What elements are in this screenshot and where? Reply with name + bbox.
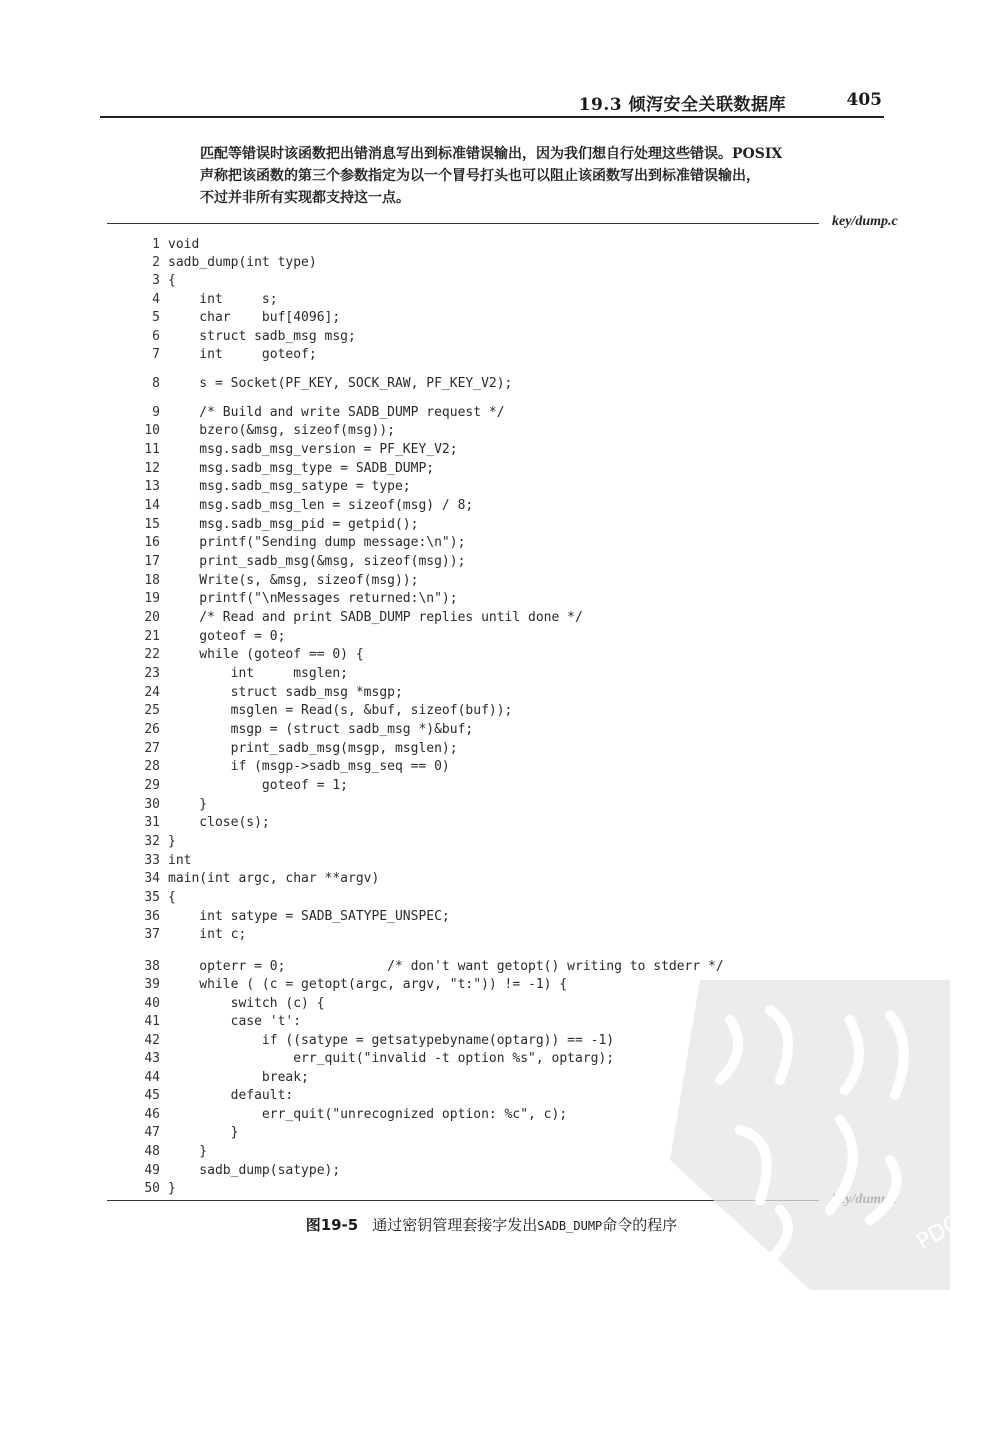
line-number: 27 [144, 741, 160, 756]
code-text: msg.sadb_msg_pid = getpid(); [168, 517, 419, 532]
code-line [128, 1125, 238, 1143]
code-text: if ((satype = getsatypebyname(optarg)) == -1) [168, 1033, 615, 1048]
code-text: /* Read and print SADB_DUMP replies until done */ [168, 610, 583, 625]
code-line [128, 292, 278, 310]
code-line [128, 977, 567, 995]
line-number: 34 [144, 871, 160, 886]
code-text: printf("\nMessages returned:\n"); [168, 591, 458, 606]
line-number: 8 [152, 376, 160, 391]
code-text: break; [168, 1070, 309, 1085]
code-line [128, 778, 348, 796]
intro-line: 声称把该函数的第三个参数指定为以一个冒号打头也可以阻止该函数写出到标准错误输出， [200, 168, 760, 184]
line-number: 20 [144, 610, 160, 625]
code-line [128, 927, 246, 945]
line-number: 37 [144, 927, 160, 942]
intro-paragraph [200, 143, 905, 209]
code-line [128, 1070, 309, 1088]
code-text: { [168, 273, 176, 288]
line-number: 12 [144, 461, 160, 476]
line-number: 36 [144, 909, 160, 924]
line-number: 41 [144, 1014, 160, 1029]
line-number: 13 [144, 479, 160, 494]
code-text: } [168, 1181, 176, 1196]
code-line [128, 647, 364, 665]
line-number: 5 [152, 310, 160, 325]
code-text: msglen = Read(s, &buf, sizeof(buf)); [168, 703, 513, 718]
line-number: 42 [144, 1033, 160, 1048]
code-line [128, 479, 411, 497]
caption-text-before: 通过密钥管理套接字发出 [372, 1216, 538, 1234]
code-text: int msglen; [168, 666, 349, 681]
code-line [128, 1144, 207, 1162]
line-number: 25 [144, 703, 160, 718]
code-line [128, 310, 340, 328]
line-number: 48 [144, 1144, 160, 1159]
code-line [128, 996, 325, 1014]
line-number: 15 [144, 517, 160, 532]
code-line [128, 685, 403, 703]
code-line [128, 461, 434, 479]
line-number: 46 [144, 1107, 160, 1122]
code-text: int s; [168, 292, 278, 307]
code-text: struct sadb_msg *msgp; [168, 685, 403, 700]
line-number: 31 [144, 815, 160, 830]
page-number: 405 [846, 90, 882, 110]
caption-text-after: 命令的程序 [602, 1216, 678, 1234]
line-number: 6 [152, 329, 160, 344]
code-text: err_quit("unrecognized option: %c", c); [168, 1107, 568, 1122]
code-text: msg.sadb_msg_len = sizeof(msg) / 8; [168, 498, 474, 513]
caption-code: SADB_DUMP [537, 1219, 603, 1233]
line-number: 26 [144, 722, 160, 737]
line-number: 45 [144, 1088, 160, 1103]
code-line [128, 722, 473, 740]
line-number: 29 [144, 778, 160, 793]
code-line [128, 423, 395, 441]
intro-line: 匹配等错误时该函数把出错消息写出到标准错误输出，因为我们想自行处理这些错误。POSIX [200, 146, 783, 162]
code-line [128, 376, 512, 394]
code-text: goteof = 1; [168, 778, 349, 793]
code-line [128, 959, 724, 977]
line-number: 49 [144, 1163, 160, 1178]
code-text: sadb_dump(int type) [168, 255, 317, 270]
code-text: } [168, 1125, 239, 1140]
line-number: 18 [144, 573, 160, 588]
code-line [128, 1014, 301, 1032]
code-line [128, 591, 458, 609]
line-number: 19 [144, 591, 160, 606]
code-text: msgp = (struct sadb_msg *)&buf; [168, 722, 474, 737]
line-number: 16 [144, 535, 160, 550]
code-line [128, 273, 176, 291]
code-line [128, 498, 473, 516]
code-line [128, 1088, 293, 1106]
line-number: 4 [152, 292, 160, 307]
code-text: msg.sadb_msg_satype = type; [168, 479, 411, 494]
code-text: sadb_dump(satype); [168, 1163, 341, 1178]
line-number: 22 [144, 647, 160, 662]
code-text: void [168, 237, 200, 252]
code-line [128, 255, 317, 273]
code-line [128, 1033, 614, 1051]
code-line [128, 517, 418, 535]
code-line [128, 554, 465, 572]
code-text: msg.sadb_msg_type = SADB_DUMP; [168, 461, 435, 476]
code-text: close(s); [168, 815, 270, 830]
code-line [128, 834, 176, 852]
code-line [128, 1181, 176, 1199]
code-text: Write(s, &msg, sizeof(msg)); [168, 573, 419, 588]
line-number: 32 [144, 834, 160, 849]
code-text: print_sadb_msg(msgp, msglen); [168, 741, 458, 756]
listing-top-rule [107, 223, 819, 224]
line-number: 2 [152, 255, 160, 270]
code-line [128, 1163, 340, 1181]
line-number: 14 [144, 498, 160, 513]
figure-number: 图19-5 [305, 1216, 359, 1234]
code-line [128, 347, 317, 365]
file-label-top: key/dump.c [832, 214, 898, 229]
line-number: 50 [144, 1181, 160, 1196]
code-line [128, 629, 285, 647]
code-text: int [168, 853, 192, 868]
code-line [128, 759, 450, 777]
code-line [128, 237, 199, 255]
code-line [128, 573, 418, 591]
code-text: int satype = SADB_SATYPE_UNSPEC; [168, 909, 450, 924]
code-line [128, 703, 512, 721]
code-text: if (msgp->sadb_msg_seq == 0) [168, 759, 450, 774]
line-number: 35 [144, 890, 160, 905]
code-text: } [168, 797, 208, 812]
line-number: 24 [144, 685, 160, 700]
line-number: 40 [144, 996, 160, 1011]
code-text: case 't': [168, 1014, 302, 1029]
code-text: print_sadb_msg(&msg, sizeof(msg)); [168, 554, 466, 569]
code-text: s = Socket(PF_KEY, SOCK_RAW, PF_KEY_V2); [168, 376, 513, 391]
line-number: 43 [144, 1051, 160, 1066]
line-number: 3 [152, 273, 160, 288]
running-header [100, 86, 884, 118]
code-text: int goteof; [168, 347, 317, 362]
code-text: switch (c) { [168, 996, 325, 1011]
code-line [128, 741, 458, 759]
line-number: 11 [144, 442, 160, 457]
code-text: while ( (c = getopt(argc, argv, "t:")) != -1) { [168, 977, 568, 992]
code-line [128, 666, 348, 684]
code-text: } [168, 1144, 208, 1159]
code-text: bzero(&msg, sizeof(msg)); [168, 423, 395, 438]
watermark-text: PDG [912, 1209, 966, 1256]
code-line [128, 610, 583, 628]
section-title: 19.3 倾泻安全关联数据库 [578, 95, 786, 115]
line-number: 21 [144, 629, 160, 644]
code-line [128, 535, 465, 553]
code-text: /* Build and write SADB_DUMP request */ [168, 405, 505, 420]
library-seal-watermark [660, 960, 966, 1300]
line-number: 47 [144, 1125, 160, 1140]
code-line [128, 815, 270, 833]
line-number: 44 [144, 1070, 160, 1085]
code-line [128, 909, 450, 927]
line-number: 28 [144, 759, 160, 774]
code-text: msg.sadb_msg_version = PF_KEY_V2; [168, 442, 458, 457]
line-number: 10 [144, 423, 160, 438]
line-number: 39 [144, 977, 160, 992]
code-text: struct sadb_msg msg; [168, 329, 356, 344]
line-number: 1 [152, 237, 160, 252]
code-line [128, 1107, 567, 1125]
code-text: printf("Sending dump message:\n"); [168, 535, 466, 550]
code-line [128, 442, 458, 460]
line-number: 38 [144, 959, 160, 974]
code-text: err_quit("invalid -t option %s", optarg); [168, 1051, 615, 1066]
code-line [128, 405, 505, 423]
code-text: opterr = 0; /* don't want getopt() writing to stderr */ [168, 959, 724, 974]
code-text: } [168, 834, 176, 849]
code-text: main(int argc, char **argv) [168, 871, 380, 886]
line-number: 9 [152, 405, 160, 420]
line-number: 7 [152, 347, 160, 362]
line-number: 33 [144, 853, 160, 868]
code-text: char buf[4096]; [168, 310, 341, 325]
code-text: goteof = 0; [168, 629, 286, 644]
code-line [128, 797, 207, 815]
code-text: { [168, 890, 176, 905]
code-line [128, 329, 356, 347]
code-text: while (goteof == 0) { [168, 647, 364, 662]
intro-line: 不过并非所有实现都支持这一点。 [200, 190, 410, 206]
code-line [128, 871, 379, 889]
code-text: default: [168, 1088, 294, 1103]
code-line [128, 853, 191, 871]
code-line [128, 1051, 614, 1069]
line-number: 23 [144, 666, 160, 681]
code-text: int c; [168, 927, 247, 942]
line-number: 17 [144, 554, 160, 569]
line-number: 30 [144, 797, 160, 812]
code-line [128, 890, 176, 908]
